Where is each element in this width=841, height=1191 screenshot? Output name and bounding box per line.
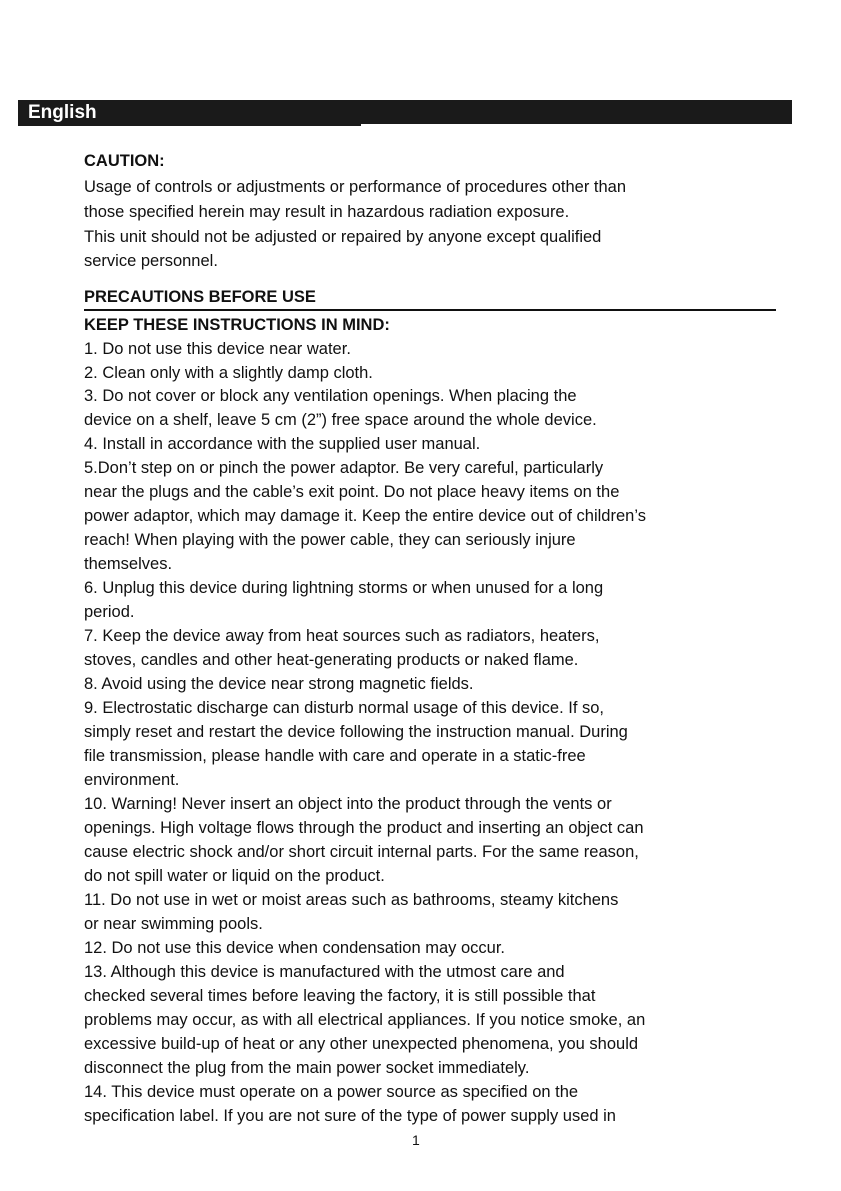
precaution-line: device on a shelf, leave 5 cm (2”) free space around the whole device. [84,411,597,429]
precaution-line: power adaptor, which may damage it. Keep the entire device out of children’s [84,507,646,525]
caution-line: Usage of controls or adjustments or performance of procedures other than [84,178,627,196]
precaution-line: reach! When playing with the power cable, they can seriously injure [84,531,576,549]
precaution-line: 8. Avoid using the device near strong magnetic fields. [84,675,474,693]
precaution-line: simply reset and restart the device following the instruction manual. During [84,723,628,741]
precaution-line: 7. Keep the device away from heat sources such as radiators, heaters, [84,627,600,645]
precaution-line: or near swimming pools. [84,915,263,933]
caution-line: This unit should not be adjusted or repaired by anyone except qualified [84,228,602,246]
precaution-line: 14. This device must operate on a power source as specified on the [84,1083,579,1101]
precaution-line: stoves, candles and other heat-generating products or naked flame. [84,651,579,669]
precaution-line: 4. Install in accordance with the supplied user manual. [84,435,481,453]
precaution-line: disconnect the plug from the main power socket immediately. [84,1059,530,1077]
caution-title: CAUTION: [84,152,165,170]
precaution-line: cause electric shock and/or short circuit internal parts. For the same reason, [84,843,639,861]
precaution-line: 1. Do not use this device near water. [84,340,351,358]
precaution-line: checked several times before leaving the factory, it is still possible that [84,987,596,1005]
header-divider [361,124,792,126]
precaution-line: 2. Clean only with a slightly damp cloth. [84,364,373,382]
precaution-line: period. [84,603,135,621]
precautions-title: PRECAUTIONS BEFORE USE [84,288,316,306]
precaution-line: 9. Electrostatic discharge can disturb normal usage of this device. If so, [84,699,605,717]
precaution-line: 13. Although this device is manufactured with the utmost care and [84,963,565,981]
language-header-bar [18,100,792,126]
precaution-line: near the plugs and the cable’s exit point. Do not place heavy items on the [84,483,620,501]
precaution-line: 10. Warning! Never insert an object into the product through the vents or [84,795,612,813]
precaution-line: do not spill water or liquid on the product. [84,867,385,885]
precaution-line: environment. [84,771,180,789]
precaution-line: 3. Do not cover or block any ventilation openings. When placing the [84,387,577,405]
precaution-line: 12. Do not use this device when condensation may occur. [84,939,505,957]
caution-line: those specified herein may result in hazardous radiation exposure. [84,203,570,221]
precaution-line: openings. High voltage flows through the product and inserting an object can [84,819,644,837]
precaution-line: themselves. [84,555,173,573]
precaution-line: 11. Do not use in wet or moist areas such as bathrooms, steamy kitchens [84,891,619,909]
section-divider [84,309,776,311]
precaution-line: excessive build-up of heat or any other unexpected phenomena, you should [84,1035,639,1053]
page-number: 1 [412,1132,420,1148]
caution-line: service personnel. [84,252,218,270]
precaution-line: specification label. If you are not sure of the type of power supply used in [84,1107,616,1125]
language-label: English [28,102,97,123]
precautions-subtitle: KEEP THESE INSTRUCTIONS IN MIND: [84,316,390,334]
precaution-line: problems may occur, as with all electrical appliances. If you notice smoke, an [84,1011,646,1029]
precaution-line: file transmission, please handle with care and operate in a static-free [84,747,586,765]
precaution-line: 5.Don’t step on or pinch the power adaptor. Be very careful, particularly [84,459,604,477]
precaution-line: 6. Unplug this device during lightning storms or when unused for a long [84,579,604,597]
